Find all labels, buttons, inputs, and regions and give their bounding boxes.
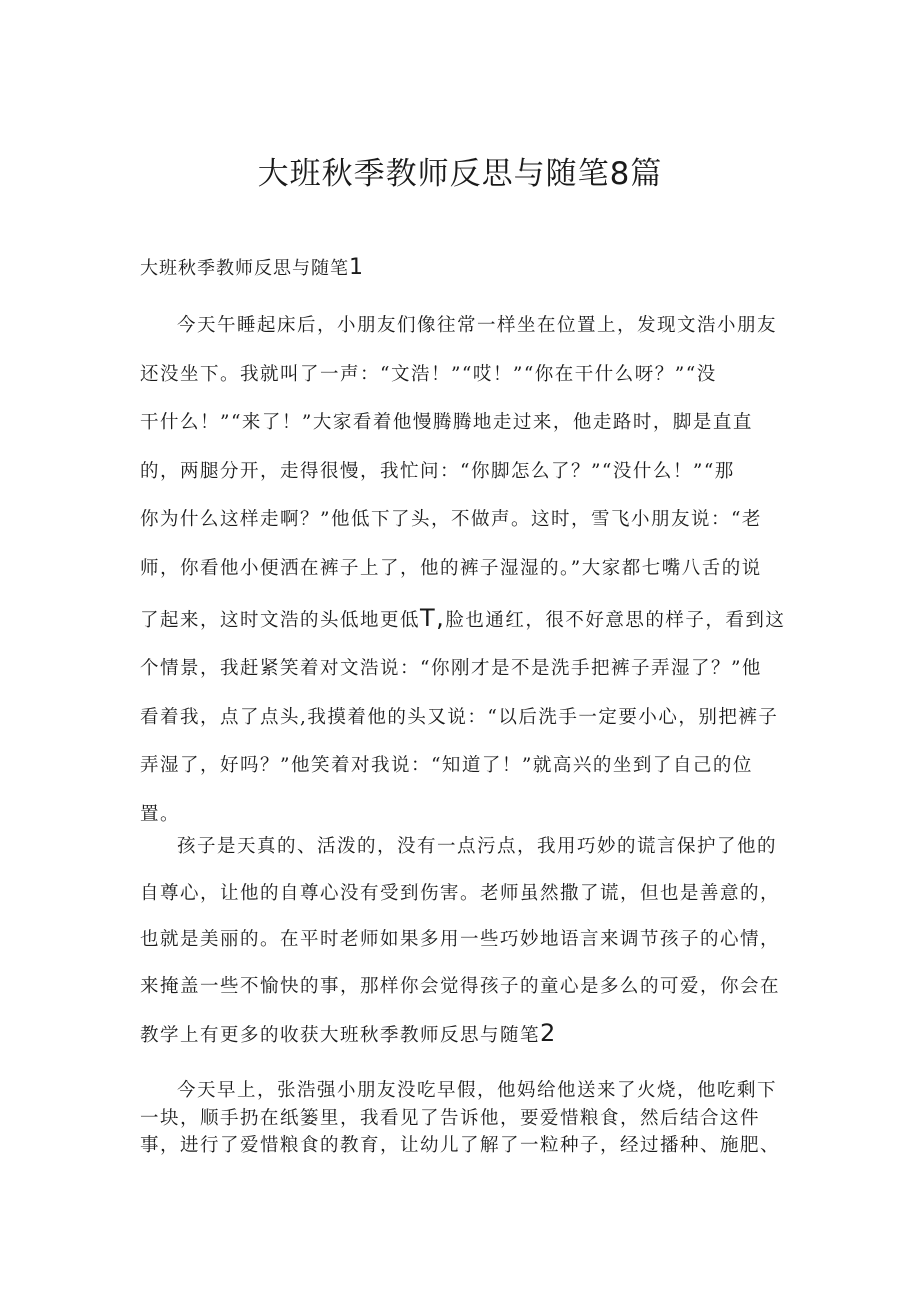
document-title: 大班秋季教师反思与随笔8篇 — [257, 156, 663, 192]
paragraph-1-line: 还没坐下。我就叫了一声：“文浩！”“哎！”“你在干什么呀？”“没 — [140, 363, 717, 385]
paragraph-2 — [140, 824, 792, 1060]
paragraph-1-line: 看着我，点了点头,我摸着他的头又说：“以后洗手一定要小心，别把裤子 — [140, 706, 779, 728]
paragraph-3-line: 今天早上，张浩强小朋友没吃早假，他妈给他送来了火烧，他吃剩下 — [177, 1080, 778, 1101]
paragraph-1-line: 师，你看他小便洒在裤子上了，他的裤子湿湿的。”大家都七嘴八舌的说 — [140, 557, 762, 579]
paragraph-1-line: 弄湿了，好吗？”他笑着对我说：“知道了！”就高兴的坐到了自己的位 — [140, 755, 753, 777]
paragraph-1-line: 置。 — [140, 803, 181, 825]
paragraph-1-line7-start: 了起来，这时文浩的头低地更低 — [140, 609, 421, 631]
paragraph-1-line — [140, 594, 792, 646]
paragraph-3-line: 一块，顺手扔在纸篓里，我看见了告诉他，要爱惜粮食，然后结合这件 — [140, 1107, 761, 1129]
paragraph-1-line: 今天午睡起床后，小朋友们像往常一样坐在位置上，发现文浩小朋友 — [177, 315, 778, 336]
paragraph-1-line: 你为什么这样走啊？”他低下了头，不做声。这时，雪飞小朋友说：“老 — [140, 509, 762, 531]
section-heading-1-text: 大班秋季教师反思与随笔 — [140, 258, 349, 279]
paragraph-1-line: 干什么！”“来了！”大家看着他慢腾腾地走过来，他走路时，脚是直直 — [140, 412, 753, 434]
paragraph-2-line: 来掩盖一些不愉快的事，那样你会觉得孩子的童心是多么的可爱，你会在 — [140, 975, 781, 997]
paragraph-1-line7-end: 脸也通红，很不好意思的样子，看到这 — [445, 609, 786, 631]
section-heading-1 — [140, 254, 364, 280]
paragraph-2-last-line-text: 教学上有更多的收获大班秋季教师反思与随笔 — [140, 1025, 541, 1046]
paragraph-2-last-line — [140, 1010, 792, 1060]
paragraph-3-line: 事，进行了爱惜粮食的教育，让幼儿了解了一粒种子，经过播种、施肥、 — [140, 1135, 781, 1156]
paragraph-1-line7-t: T, — [420, 603, 446, 632]
paragraph-1 — [140, 302, 792, 840]
section-heading-1-number: 1 — [349, 255, 364, 280]
paragraph-2-line: 孩子是天真的、活泼的，没有一点污点，我用巧妙的谎言保护了他的 — [177, 836, 778, 857]
paragraph-3 — [140, 1077, 792, 1160]
paragraph-2-line: 也就是美丽的。在平时老师如果多用一些巧妙地语言来调节孩子的心情， — [140, 929, 781, 950]
section-heading-2-number: 2 — [540, 1019, 557, 1047]
paragraph-1-line: 个情景，我赶紧笑着对文浩说：“你刚才是不是洗手把裤子弄湿了？”他 — [140, 658, 762, 680]
paragraph-1-line: 的，两腿分开，走得很慢，我忙问：“你脚怎么了？”“没什么！”“那 — [140, 460, 735, 482]
paragraph-2-line: 自尊心，让他的自尊心没有受到伤害。老师虽然撒了谎，但也是善意的， — [140, 882, 781, 904]
